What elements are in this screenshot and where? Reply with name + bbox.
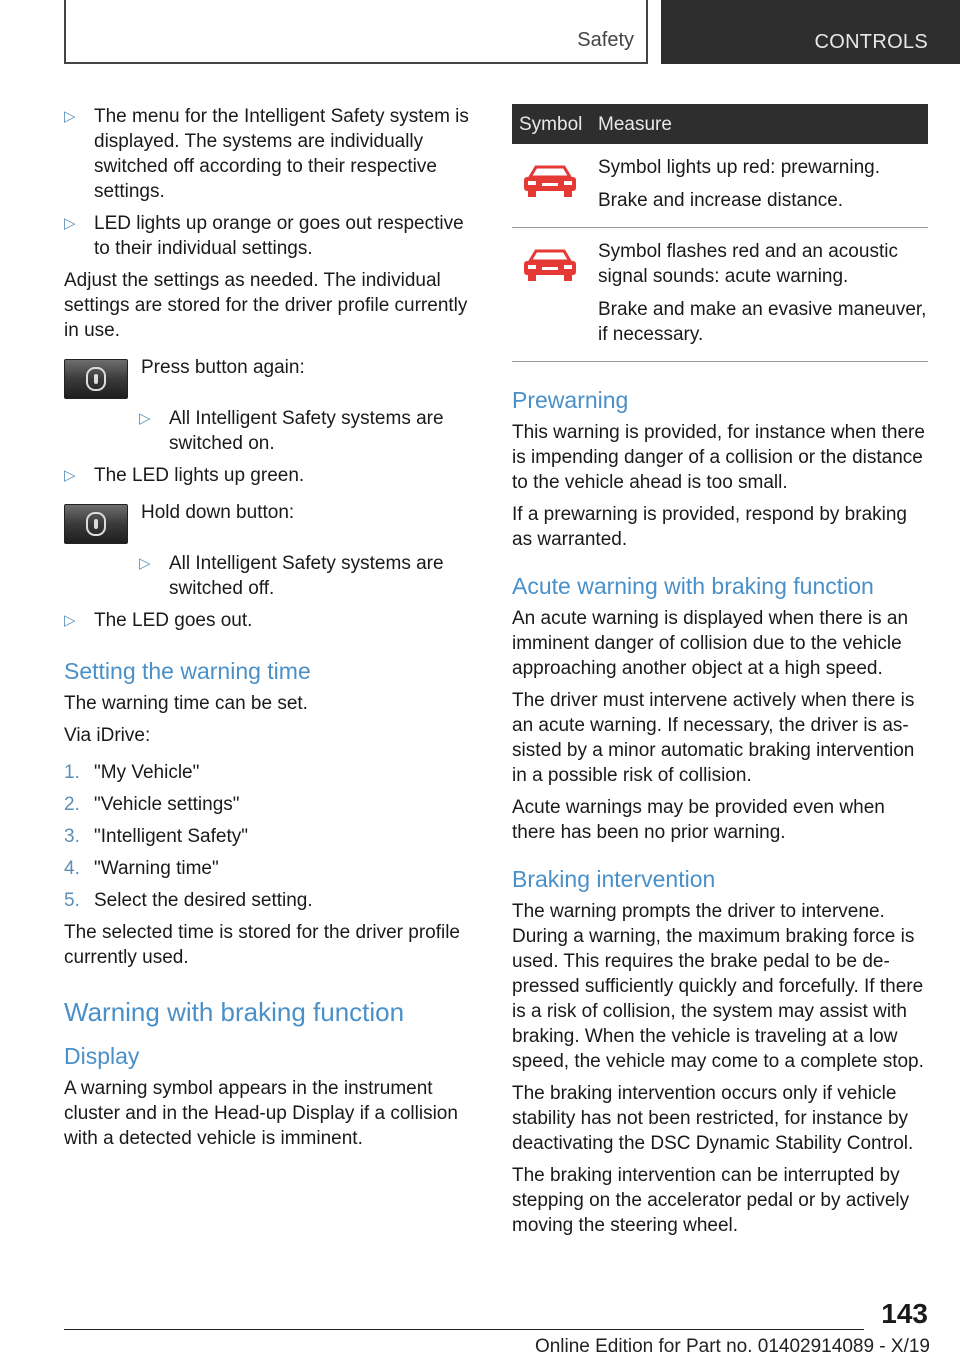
acute-paragraph: The driver must intervene actively when there is an acute warning. If necessary, the driver is as-sisted by a minor automatic braking intervention in a possible risk of collision.	[512, 690, 915, 786]
table-row	[512, 144, 928, 228]
table-header	[512, 104, 928, 144]
list-item	[139, 551, 478, 601]
car-warning-icon	[512, 155, 598, 221]
triangle-bullet-icon: ▷	[139, 410, 151, 427]
via-idrive-text: Via iDrive:	[64, 725, 151, 746]
triangle-bullet-icon: ▷	[64, 215, 76, 232]
measure-text: Symbol lights up red: prewarning.	[598, 157, 880, 178]
measure-text: Symbol flashes red and an acoustic signal sounds: acute warning.	[598, 241, 898, 287]
page-number: 143	[881, 1298, 928, 1329]
step-text: "My Vehicle"	[94, 762, 200, 783]
list-item	[64, 760, 478, 785]
list-item	[64, 608, 478, 633]
list-item	[64, 792, 478, 817]
step-text: "Vehicle settings"	[94, 794, 240, 815]
braking-paragraph: The braking intervention occurs only if vehicle stability has not been restricted, for instance by deactivating the DSC Dynamic Stability Control.	[512, 1083, 914, 1154]
column-header-measure: Measure	[598, 113, 672, 135]
triangle-bullet-icon: ▷	[64, 612, 76, 629]
safety-button-icon	[64, 359, 128, 399]
prewarning-heading: Prewarning	[512, 387, 629, 413]
hold-button-row	[64, 500, 478, 544]
stored-text: The selected time is stored for the driver profile currently used.	[64, 922, 461, 968]
prewarning-paragraph: If a prewarning is provided, respond by braking as warranted.	[512, 504, 908, 550]
hold-label: Hold down button:	[141, 502, 295, 523]
bullet-text: The LED lights up green.	[94, 465, 305, 486]
list-item	[64, 104, 478, 204]
left-column	[64, 104, 478, 1158]
step-text: Select the desired setting.	[94, 890, 313, 911]
acute-paragraph: Acute warnings may be provided even when there has been no prior warning.	[512, 797, 885, 843]
measure-text: Brake and make an evasive maneuver, if necessary.	[598, 299, 927, 345]
braking-intervention-heading: Braking intervention	[512, 866, 716, 892]
triangle-bullet-icon: ▷	[139, 555, 151, 572]
warning-time-text: The warning time can be set.	[64, 693, 308, 714]
acute-paragraph: An acute warning is displayed when there is an imminent danger of collision due to the vehicle approaching another object at a high speed.	[512, 608, 909, 679]
step-number: 5.	[64, 890, 80, 911]
braking-paragraph: The warning prompts the driver to intervene. During a warning, the maximum braking force is used. This requires the brake pedal to be de-pressed sufficiently quickly and forcefully. If there is a risk of collision, the system may assist with braking. When the vehicle is traveling at a low speed, the vehicle may come to a complete stop.	[512, 901, 924, 1072]
display-text: A warning symbol appears in the instrument cluster and in the Head-up Display if a collision with a detected vehicle is imminent.	[64, 1078, 458, 1149]
list-item	[64, 463, 478, 488]
bullet-text: All Intelligent Safety systems are switched on.	[169, 408, 444, 454]
step-number: 1.	[64, 762, 80, 783]
step-text: "Warning time"	[94, 858, 219, 879]
triangle-bullet-icon: ▷	[64, 108, 76, 125]
list-item	[64, 824, 478, 849]
bullet-text: The menu for the Intelligent Safety system is displayed. The systems are individually switched off according to their respective settings.	[94, 106, 469, 202]
right-column	[512, 104, 928, 1245]
measure-text: Brake and increase distance.	[598, 190, 844, 211]
header-chapter-title: CONTROLS	[814, 31, 928, 53]
bullet-text: LED lights up orange or goes out respective to their individual settings.	[94, 213, 464, 259]
step-text: "Intelligent Safety"	[94, 826, 248, 847]
adjust-paragraph: Adjust the settings as needed. The individual settings are stored for the driver profile currently in use.	[64, 270, 468, 341]
symbol-measure-table	[512, 104, 928, 362]
column-header-symbol: Symbol	[519, 113, 583, 135]
press-label: Press button again:	[141, 357, 305, 378]
safety-button-icon	[64, 504, 128, 544]
step-number: 2.	[64, 794, 80, 815]
step-number: 3.	[64, 826, 80, 847]
list-item	[139, 406, 478, 456]
list-item	[64, 856, 478, 881]
press-button-row	[64, 355, 478, 399]
list-item	[64, 888, 478, 913]
car-warning-icon	[512, 239, 598, 355]
warning-time-heading: Setting the warning time	[64, 658, 311, 684]
list-item	[64, 211, 478, 261]
footer-divider	[64, 1329, 864, 1330]
acute-warning-heading: Acute warning with braking function	[512, 573, 874, 599]
bullet-text: All Intelligent Safety systems are switched off.	[169, 553, 444, 599]
prewarning-paragraph: This warning is provided, for instance when there is impending danger of a collision or the distance to the vehicle ahead is too small.	[512, 422, 925, 493]
braking-function-heading: Warning with braking function	[64, 997, 405, 1027]
display-heading: Display	[64, 1043, 140, 1069]
step-number: 4.	[64, 858, 80, 879]
bullet-text: The LED goes out.	[94, 610, 253, 631]
header-section-box	[64, 0, 648, 64]
header-chapter-box	[661, 0, 960, 64]
footer-edition: Online Edition for Part no. 01402914089 - X/19	[534, 1336, 930, 1357]
table-row	[512, 228, 928, 362]
braking-paragraph: The braking intervention can be interrupted by stepping on the accelerator pedal or by actively moving the steering wheel.	[512, 1165, 910, 1236]
triangle-bullet-icon: ▷	[64, 467, 76, 484]
header-section-title: Safety	[577, 29, 634, 51]
